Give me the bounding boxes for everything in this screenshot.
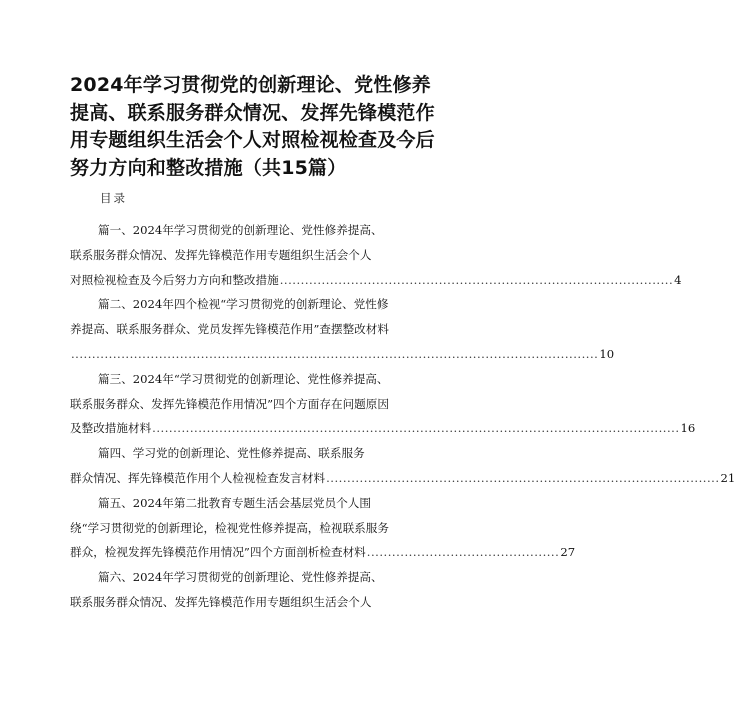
dot-leader: .............................................. (366, 545, 560, 560)
toc-entry-line: 联系服务群众情况、发挥先锋模范作用专题组织生活会个人 (70, 247, 372, 262)
toc-entry-line: 联系服务群众、发挥先锋模范作用情况”四个方面存在问题原因 (70, 396, 389, 411)
toc-page-number: 27 (560, 545, 576, 560)
toc-entry-line: 群众情况、挥先锋模范作用个人检视检查发言材料 (70, 470, 326, 485)
toc-entry-line: 绕“学习贯彻党的创新理论，检视党性修养提高，检视联系服务 (70, 520, 389, 535)
toc-entry-line: 及整改措施材料 (70, 421, 152, 436)
toc-entry-line: 篇一、2024年学习贯彻党的创新理论、党性修养提高、 (98, 223, 383, 237)
toc-entry-leader-line (70, 466, 735, 491)
toc-entry-line: 群众，检视发挥先锋模范作用情况”四个方面剖析检查材料 (70, 545, 366, 560)
toc-entry-line: 篇四、学习党的创新理论、党性修养提高、联系服务 (98, 446, 365, 461)
dot-leader: .............................................................................................. (279, 272, 674, 287)
toc-entry-leader-line (70, 416, 696, 441)
dot-leader: .............................................................................................................................. (71, 346, 599, 361)
toc-entry[interactable] (70, 565, 434, 615)
toc-page-number: 4 (674, 272, 682, 287)
toc-entry-line: 篇六、2024年学习贯彻党的创新理论、党性修养提高、 (98, 570, 383, 585)
toc-page-number: 16 (680, 421, 696, 436)
toc-entry[interactable] (70, 367, 696, 441)
toc-entry-line: 篇二、2024年四个检视“学习贯彻党的创新理论、党性修 (98, 297, 389, 312)
toc-page-number: 21 (720, 470, 735, 485)
toc-entry-line: 养提高、联系服务群众、党员发挥先锋模范作用”查摆整改材料 (70, 322, 389, 337)
toc-entry-leader-line (70, 342, 615, 367)
toc-heading: 目录 (100, 191, 127, 205)
toc-page-number: 10 (599, 346, 615, 361)
toc-entry[interactable] (70, 441, 735, 491)
toc-entry-leader-line (70, 540, 576, 565)
toc-entry-line: 联系服务群众情况、发挥先锋模范作用专题组织生活会个人 (70, 594, 372, 609)
dot-leader: .............................................................................................. (326, 470, 720, 485)
toc-entry-leader-line (70, 268, 682, 293)
dot-leader: .............................................................................................................................. (152, 421, 680, 436)
toc-entry-line: 篇五、2024年第二批教育专题生活会基层党员个人围 (98, 495, 371, 510)
toc-entry[interactable] (70, 491, 576, 565)
toc-entry[interactable] (70, 292, 615, 366)
toc-entry[interactable] (70, 218, 682, 292)
toc-entry-line: 对照检视检查及今后努力方向和整改措施 (70, 272, 279, 287)
document-title: 2024年学习贯彻党的创新理论、党性修养提高、联系服务群众情况、发挥先锋模范作用专题组织生活会个人对照检视检查及今后努力方向和整改措施（共15篇） (70, 74, 435, 179)
toc-entry-line: 篇三、2024年“学习贯彻党的创新理论、党性修养提高、 (98, 371, 389, 386)
table-of-contents (70, 218, 735, 615)
